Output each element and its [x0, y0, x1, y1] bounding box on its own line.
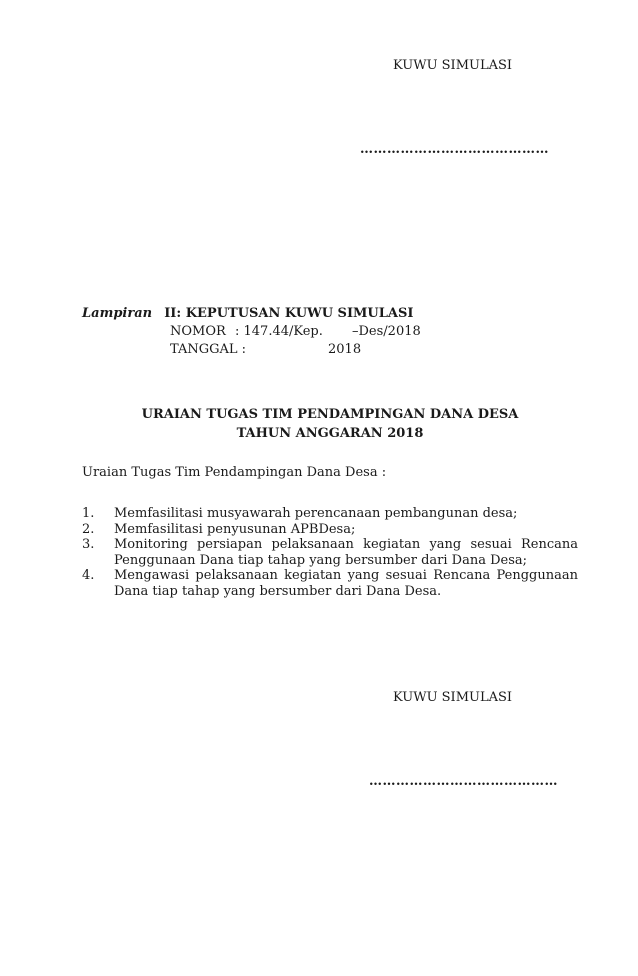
heading-line2: TAHUN ANGGARAN 2018	[236, 426, 424, 441]
list-item	[82, 522, 578, 538]
list-item-number: 1.	[82, 506, 95, 521]
list-item	[82, 506, 578, 522]
footer-signer-title: KUWU SIMULASI	[393, 690, 513, 705]
nomor-suffix: –Des/2018	[352, 324, 421, 339]
tanggal-value: 2018	[328, 342, 362, 357]
list-item-text: Memfasilitasi penyusunan APBDesa;	[114, 521, 356, 537]
header-signature-line: ……………………………………	[360, 142, 549, 157]
task-list	[82, 506, 578, 599]
nomor-value: : 147.44/Kep.	[235, 324, 323, 339]
lampiran-label: Lampiran	[82, 306, 153, 321]
list-item-text: Mengawasi pelaksanaan kegiatan yang sesuai Rencana Penggunaan Dana tiap tahap yang bersumber dari Dana Desa.	[114, 568, 578, 599]
heading-line1: URAIAN TUGAS TIM PENDAMPINGAN DANA DESA	[141, 407, 519, 422]
footer-signature-line: ……………………………………	[369, 774, 558, 789]
intro-text: Uraian Tugas Tim Pendampingan Dana Desa :	[82, 465, 387, 480]
nomor-label: NOMOR	[170, 324, 226, 339]
header-signer-title: KUWU SIMULASI	[393, 58, 513, 73]
tanggal-label: TANGGAL :	[170, 342, 247, 357]
lampiran-block	[82, 306, 413, 321]
list-item-number: 4.	[82, 568, 95, 583]
list-item-number: 3.	[82, 537, 95, 552]
list-item-text: Memfasilitasi musyawarah perencanaan pembangunan desa;	[114, 506, 518, 521]
lampiran-title: II: KEPUTUSAN KUWU SIMULASI	[164, 306, 414, 321]
list-item-number: 2.	[82, 521, 95, 537]
list-item	[82, 537, 578, 568]
list-item-text: Monitoring persiapan pelaksanaan kegiatan yang sesuai Rencana Penggunaan Dana tiap tahap yang bersumber dari Dana Desa;	[114, 537, 578, 568]
list-item	[82, 568, 578, 599]
